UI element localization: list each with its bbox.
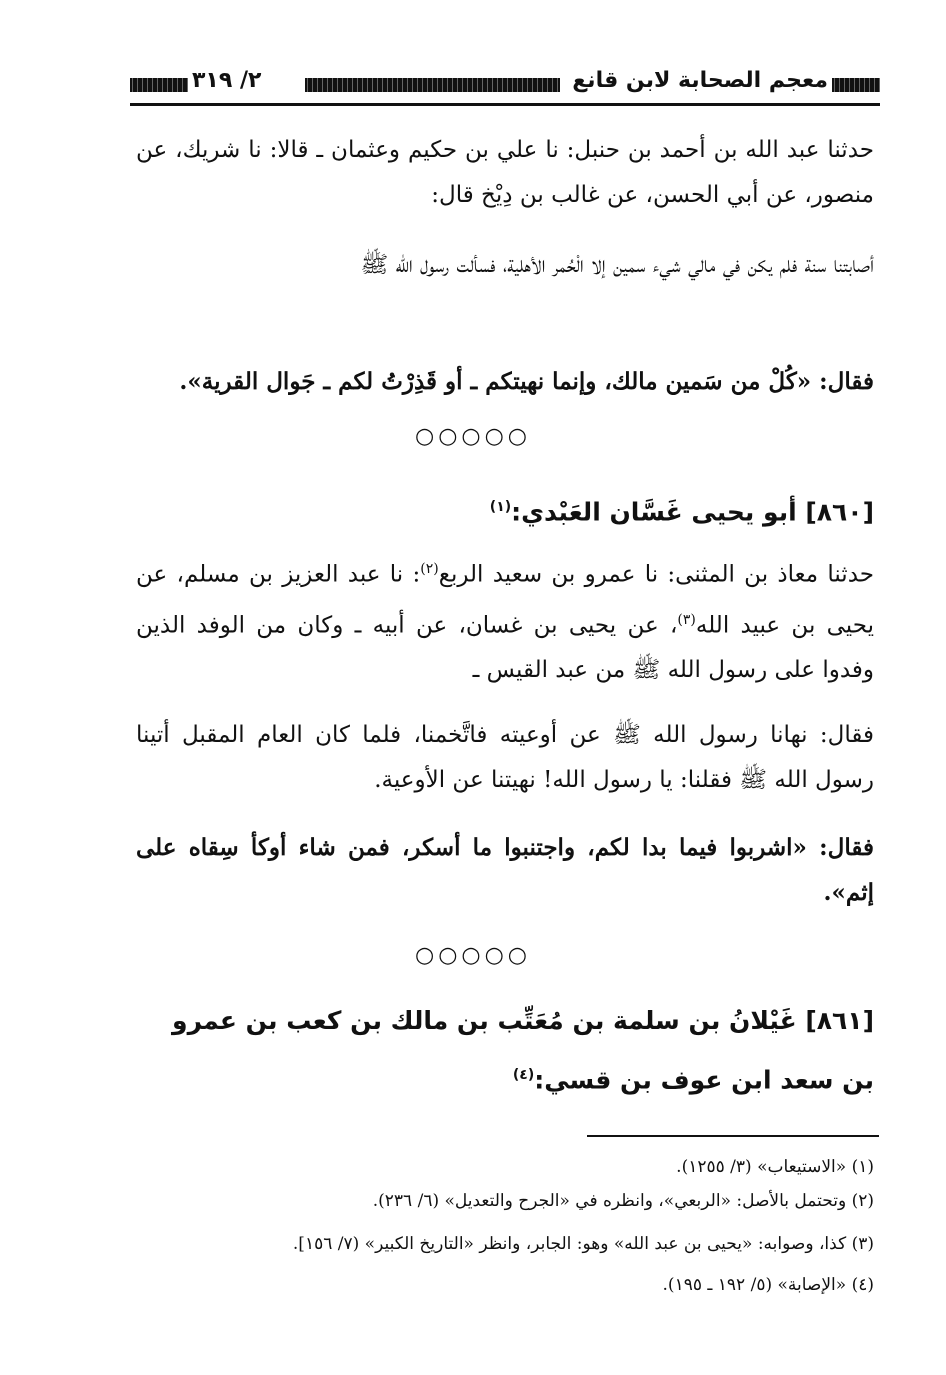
isnad-2-part-3: ، عن يحيى بن غسان، عن أبيه ـ وكان من الوفد الذين وفدوا على رسول الله ﷺ من عبد القيس ـ [136,612,874,684]
footnote-ref-1: (١) [489,499,512,515]
footnote-ref-3: (٣) [677,611,696,628]
section-separator-1: ○○○○○ [415,424,531,449]
header-ornament-middle [305,78,560,92]
footnote-3: (٣) كذا، وصوابه: «يحيى بن عبد الله» وهو: الجابر، وانظر «التاريخ الكبير» (٧/ ١٥٦]. [292,1234,874,1254]
footnote-2: (٢) وتحتمل بالأصل: «الربعي»، وانظره في «الجرح والتعديل» (٦/ ٢٣٦). [372,1191,874,1211]
header-rule [130,103,880,106]
footnote-1: (١) «الاستيعاب» (٣/ ١٢٥٥). [676,1157,874,1177]
entry-title-860 [136,482,874,537]
running-header [130,62,880,102]
isnad-2-part-2: : نا عبد العزيز بن مسلم، عن يحيى بن عبيد الله [136,561,874,639]
page-number: ٢/ ٣١٩ [192,68,262,93]
book-title: معجم الصحابة لابن قانع [572,68,828,93]
paragraph-isnad-1: حدثنا عبد الله بن أحمد بن حنبل: نا علي بن حكيم وعثمان ـ قالا: نا شريك، عن منصور، عن أبي الحسن، عن غالب بن دِيْخ قال: [136,137,874,208]
entry-title-860-text: [٨٦٠] أبو يحيى غَسَّان العَبْدي: [511,497,874,527]
entry-title-861 [136,994,874,1107]
paragraph-narration-2: فقال: نهانا رسول الله ﷺ عن أوعيته فاتَّخمنا، فلما كان العام المقبل أتينا رسول الله ﷺ فقلنا: يا رسول الله! نهيتنا عن الأوعية. [136,722,874,793]
header-ornament-left [130,78,188,92]
isnad-2-part-1: حدثنا معاذ بن المثنى: نا عمرو بن سعيد الربع [438,561,874,588]
footnote-4: (٤) «الإصابة» (٥/ ١٩٢ ـ ١٩٥). [662,1275,874,1295]
footnote-ref-4: (٤) [512,1067,535,1083]
paragraph-isnad-2 [136,547,874,693]
header-ornament-right [832,78,880,92]
paragraph-hadith-1: فقال: «كُلْ من سَمين مالك، وإنما نهيتكم ـ أو قَذِرْتُ لكم ـ جَوال القرية». [179,368,874,395]
footnote-rule [587,1135,879,1137]
footnote-ref-2: (٢) [420,561,439,577]
section-separator-2: ○○○○○ [415,943,531,968]
paragraph-narration-1: أصابتنا سنة فلم يكن في مالي شيء سمين إلا الْحُمر الأهلية، فسألت رسول الله ﷺ [360,252,874,278]
entry-title-861-text: [٨٦١] غَيْلانُ بن سلمة بن مُعَتِّب بن مالك بن كعب بن عمرو بن سعد ابن عوف بن قسي: [172,1006,874,1095]
paragraph-hadith-2: فقال: «اشربوا فيما بدا لكم، واجتنبوا ما أسكر، فمن شاء أوكأ سِقاه على إثم». [136,834,874,906]
